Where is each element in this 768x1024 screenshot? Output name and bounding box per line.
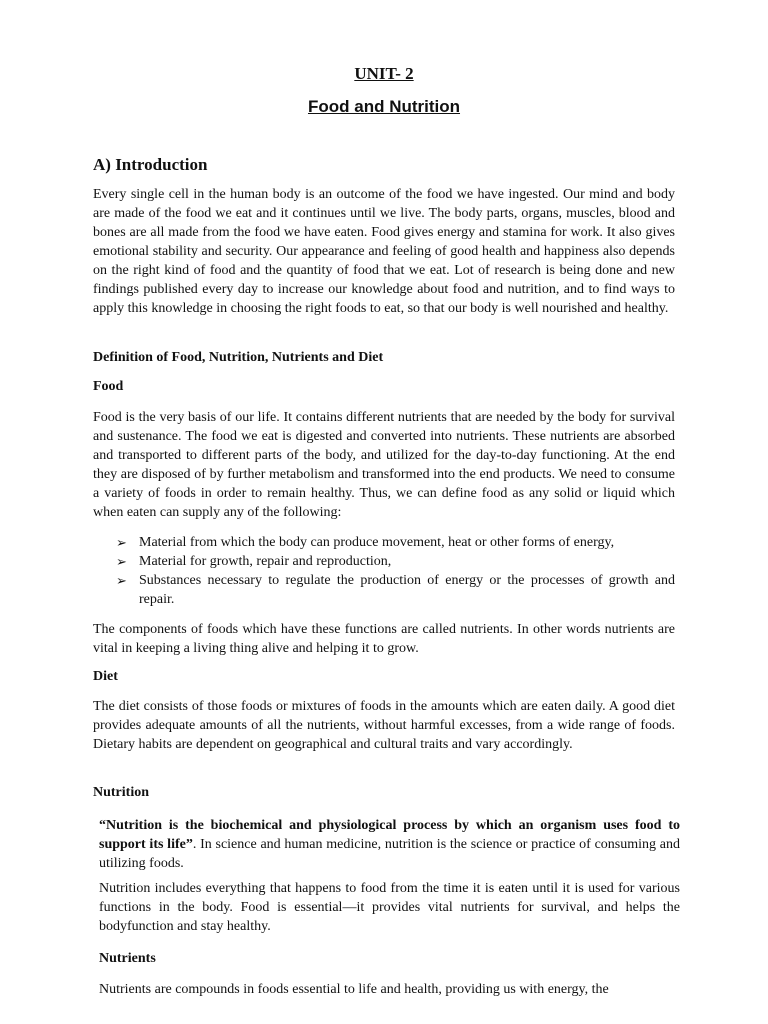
- nutrients-paragraph: Nutrients are compounds in foods essential to life and health, providing us with energy, the: [99, 982, 609, 997]
- nutrition-quote-rest: . In science and human medicine, nutrition is the science or practice of consuming and utilizing foods.: [99, 837, 680, 871]
- page-title: Food and Nutrition: [307, 97, 461, 116]
- diet-paragraph: The diet consists of those foods or mixtures of foods in the amounts which are eaten daily. A good diet provides adequate amounts of all the nutrients, without harmful excesses, from a wide range of foods. Dietary habits are dependent on geographical and cultural traits and vary accordingly.: [93, 699, 675, 752]
- food-bullet-1: Material from which the body can produce movement, heat or other forms of energy,: [139, 535, 615, 550]
- food-bullet-3: Substances necessary to regulate the production of energy or the processes of growth and repair.: [139, 573, 675, 607]
- bullet-arrow-icon: ➢: [116, 573, 127, 588]
- definitions-heading: Definition of Food, Nutrition, Nutrients and Diet: [93, 350, 384, 365]
- bullet-arrow-icon: ➢: [116, 535, 127, 550]
- bullet-arrow-icon: ➢: [116, 554, 127, 569]
- intro-paragraph: Every single cell in the human body is an outcome of the food we have ingested. Our mind and body are made of the food we eat and it continues until we live. The body parts, organs, muscles, blood and bones are all made from the food we have eaten. Food gives energy and stamina for work. It also gives emotional stability and security. Our appearance and feeling of good health and happiness also depends on the right kind of food and the quantity of food that we eat. Lot of research is being done and new findings published every day to increase our knowledge about food and nutrition, and to find ways to apply this knowledge in choosing the right foods to eat, so that our body is well nourished and healthy.: [93, 187, 675, 316]
- nutrition-definition-paragraph: [99, 816, 680, 873]
- nutrients-heading: Nutrients: [99, 951, 156, 966]
- diet-heading: Diet: [93, 669, 118, 684]
- nutrients-definition-paragraph: The components of foods which have these functions are called nutrients. In other words nutrients are vital in keeping a living thing alive and helping it to grow.: [93, 622, 675, 656]
- nutrition-paragraph-2: Nutrition includes everything that happens to food from the time it is eaten until it is used for various functions in the body. Food is essential—it provides vital nutrients for survival, and helps the bodyfunction and stay healthy.: [99, 881, 680, 934]
- nutrition-quote: “Nutrition is the biochemical and physiological process by which an organism uses food to support its life”: [99, 818, 680, 852]
- intro-heading: A) Introduction: [93, 155, 208, 174]
- unit-heading: UNIT- 2: [354, 64, 414, 83]
- nutrition-heading: Nutrition: [93, 785, 149, 800]
- food-heading: Food: [93, 379, 124, 394]
- food-bullet-2: Material for growth, repair and reproduction,: [139, 554, 392, 569]
- food-paragraph: Food is the very basis of our life. It contains different nutrients that are needed by the body for survival and sustenance. The food we eat is digested and converted into nutrients. These nutrients are absorbed and transported to different parts of the body, and utilized for the day-to-day functioning. At the end they are disposed of by further metabolism and transformed into the end products. We need to consume a variety of foods in order to remain healthy. Thus, we can define food as any solid or liquid which when eaten can supply any of the following:: [93, 410, 675, 520]
